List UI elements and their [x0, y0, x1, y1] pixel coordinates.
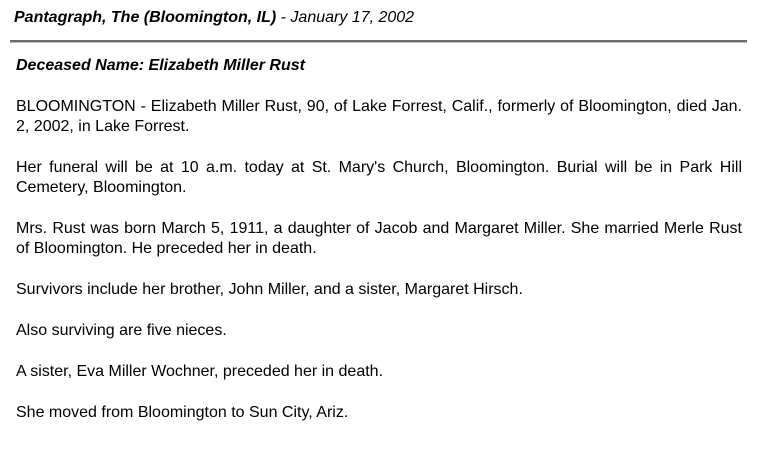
paragraph-funeral: Her funeral will be at 10 a.m. today at St. Mary's Church, Bloomington. Burial will be in Park Hill Cemetery, Bloomington. — [16, 159, 742, 196]
header-separator: - — [276, 9, 291, 26]
paragraph-survivors: Survivors include her brother, John Miller, and a sister, Margaret Hirsch. — [16, 281, 523, 298]
publication-date: January 17, 2002 — [290, 9, 415, 26]
paragraph-sister: A sister, Eva Miller Wochner, preceded her in death. — [16, 363, 384, 380]
deceased-name-heading: Deceased Name: Elizabeth Miller Rust — [16, 57, 305, 74]
document-header — [14, 9, 414, 27]
header-divider — [10, 40, 747, 43]
obituary-body — [16, 97, 742, 444]
paragraph-nieces: Also surviving are five nieces. — [16, 322, 227, 339]
newspaper-source: Pantagraph, The (Bloomington, IL) — [14, 9, 277, 26]
paragraph-relocation: She moved from Bloomington to Sun City, Ariz. — [16, 404, 349, 421]
paragraph-biography: Mrs. Rust was born March 5, 1911, a daughter of Jacob and Margaret Miller. She married Merle Rust of Bloomington. He preceded her in death. — [16, 220, 742, 257]
paragraph-death-notice: BLOOMINGTON - Elizabeth Miller Rust, 90, of Lake Forrest, Calif., formerly of Bloomington, died Jan. 2, 2002, in Lake Forrest. — [16, 98, 742, 135]
